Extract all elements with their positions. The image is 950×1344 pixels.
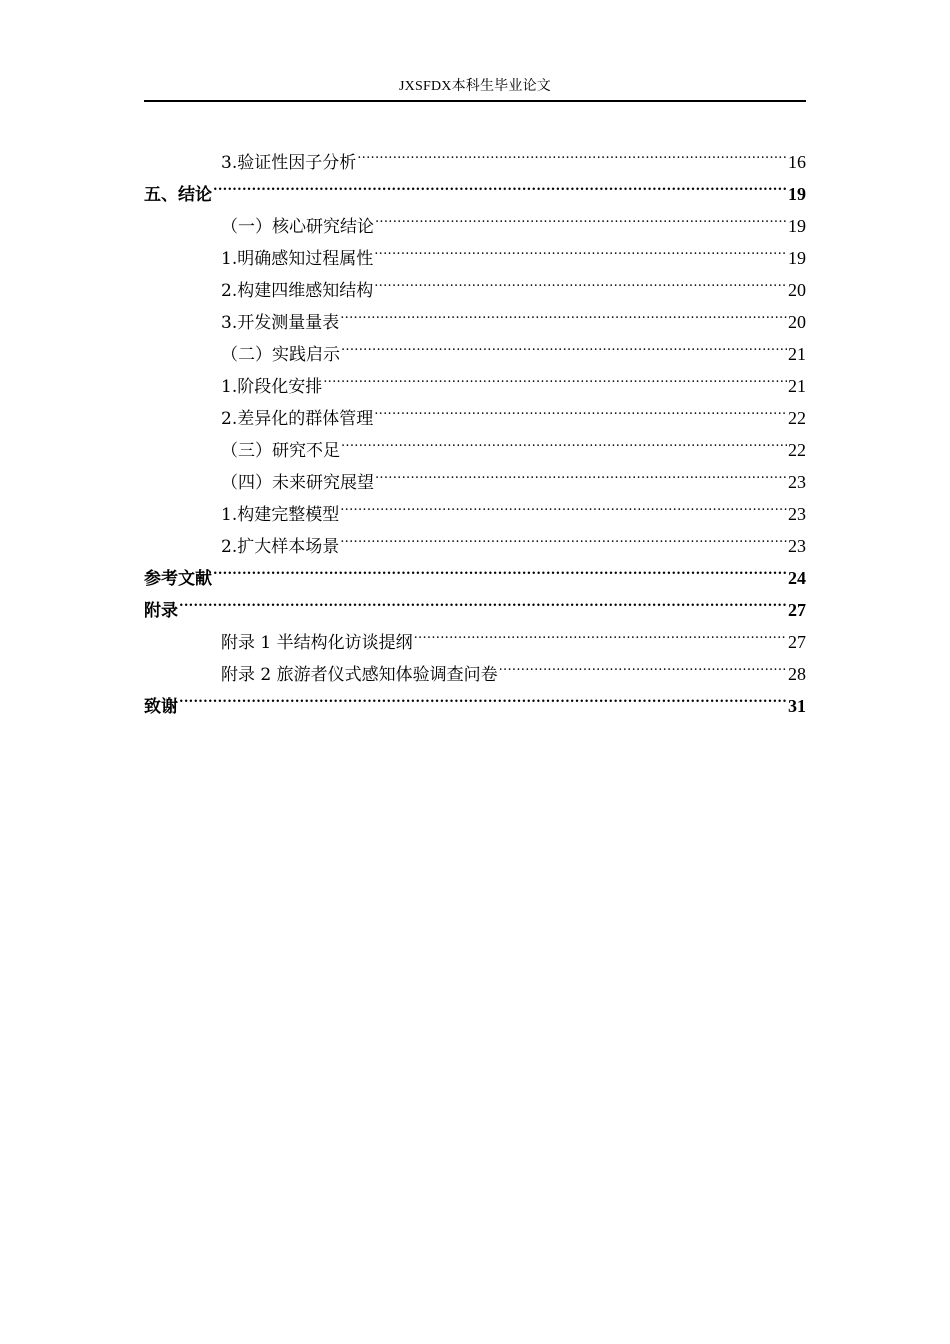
toc-entry-page-number: 27 <box>788 632 806 652</box>
toc-entry[interactable] <box>144 200 806 237</box>
toc-entry-title: 3.开发测量量表 <box>221 313 340 333</box>
table-of-contents <box>144 136 806 717</box>
toc-entry-page-number: 20 <box>788 280 806 300</box>
toc-entry[interactable] <box>144 552 806 589</box>
toc-dot-leader <box>375 200 787 232</box>
toc-entry-title: （四）未来研究展望 <box>221 473 374 493</box>
toc-entry-page-number: 31 <box>788 696 806 716</box>
toc-entry-title: 附录 2 旅游者仪式感知体验调查问卷 <box>221 665 498 685</box>
toc-dot-leader <box>499 648 787 680</box>
toc-dot-leader <box>374 392 787 424</box>
toc-entry-page-number: 22 <box>788 440 806 460</box>
toc-dot-leader <box>374 232 787 264</box>
toc-entry-page-number: 19 <box>788 216 806 236</box>
toc-entry-page-number: 28 <box>788 664 806 684</box>
toc-entry-title: 附录 <box>144 601 178 621</box>
toc-entry-page-number: 21 <box>788 376 806 396</box>
toc-entry-title: 2.构建四维感知结构 <box>221 281 374 301</box>
toc-dot-leader <box>179 584 787 616</box>
toc-entry-title: 3.验证性因子分析 <box>221 153 357 173</box>
toc-entry-page-number: 23 <box>788 504 806 524</box>
toc-dot-leader <box>323 360 787 392</box>
toc-entry-page-number: 23 <box>788 472 806 492</box>
toc-entry-title: 五、结论 <box>144 185 212 205</box>
toc-entry-page-number: 23 <box>788 536 806 556</box>
toc-entry-page-number: 22 <box>788 408 806 428</box>
toc-entry-title: （三）研究不足 <box>221 441 340 461</box>
toc-entry-page-number: 20 <box>788 312 806 332</box>
toc-entry[interactable] <box>144 136 806 173</box>
running-header: JXSFDX本科生毕业论文 <box>399 79 551 94</box>
toc-entry-page-number: 19 <box>788 184 806 204</box>
toc-entry-page-number: 19 <box>788 248 806 268</box>
header-rule <box>144 100 806 102</box>
toc-entry-title: 附录 1 半结构化访谈提纲 <box>221 633 413 653</box>
toc-entry-title: 致谢 <box>144 697 178 717</box>
toc-dot-leader <box>375 456 787 488</box>
toc-dot-leader <box>340 488 787 520</box>
toc-entry[interactable] <box>144 616 806 653</box>
toc-dot-leader <box>213 168 787 200</box>
toc-dot-leader <box>341 424 787 456</box>
toc-dot-leader <box>179 680 787 712</box>
toc-entry-title: 参考文献 <box>144 569 212 589</box>
toc-entry-title: 1.构建完整模型 <box>221 505 340 525</box>
toc-dot-leader <box>374 264 787 296</box>
toc-entry-page-number: 24 <box>788 568 806 588</box>
toc-entry-page-number: 27 <box>788 600 806 620</box>
toc-entry-title: （一）核心研究结论 <box>221 217 374 237</box>
toc-entry-page-number: 16 <box>788 152 806 172</box>
toc-entry-title: 1.阶段化安排 <box>221 377 323 397</box>
toc-dot-leader <box>340 296 787 328</box>
toc-dot-leader <box>341 328 787 360</box>
toc-entry[interactable] <box>144 584 806 621</box>
toc-entry-page-number: 21 <box>788 344 806 364</box>
toc-entry-title: 2.差异化的群体管理 <box>221 409 374 429</box>
toc-entry-title: 2.扩大样本场景 <box>221 537 340 557</box>
toc-dot-leader <box>213 552 787 584</box>
toc-dot-leader <box>340 520 787 552</box>
toc-entry-title: （二）实践启示 <box>221 345 340 365</box>
toc-entry-title: 1.明确感知过程属性 <box>221 249 374 269</box>
toc-entry[interactable] <box>144 680 806 717</box>
toc-dot-leader <box>414 616 787 648</box>
toc-dot-leader <box>357 136 787 168</box>
toc-entry[interactable] <box>144 168 806 205</box>
